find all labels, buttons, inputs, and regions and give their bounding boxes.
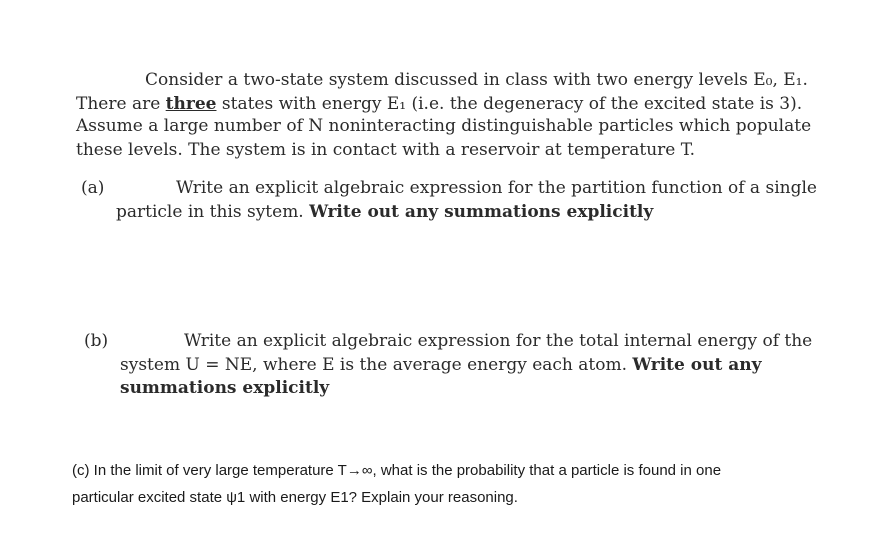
intro-line-4: these levels. The system is in contact with a reservoir at temperature T. bbox=[76, 140, 695, 160]
part-b-label: (b) bbox=[84, 331, 109, 351]
part-c-line-2: particular excited state ψ1 with energy E1? Explain your reasoning. bbox=[72, 489, 518, 506]
emphasis-three: three bbox=[165, 94, 217, 114]
intro-line-3: Assume a large number of N noninteracting distinguishable particles which populate bbox=[76, 116, 812, 136]
part-a-line-1: Write an explicit algebraic expression for the partition function of a single bbox=[176, 178, 817, 198]
intro-line-2 bbox=[76, 94, 802, 114]
intro-line-2-end: states with energy E₁ (i.e. the degeneracy of the excited state is 3). bbox=[216, 94, 803, 114]
part-b-line-1: Write an explicit algebraic expression for the total internal energy of the bbox=[184, 331, 813, 351]
part-a-line-2 bbox=[116, 202, 653, 222]
intro-line-2-start: There are bbox=[76, 94, 166, 114]
part-b-text: system U = NE, where E is the average energy each atom. bbox=[120, 355, 633, 375]
part-a-label: (a) bbox=[81, 178, 105, 198]
intro-line-1: Consider a two-state system discussed in class with two energy levels E₀, E₁. bbox=[145, 70, 808, 90]
part-a-instruction: Write out any summations explicitly bbox=[309, 202, 654, 222]
part-b-line-2 bbox=[120, 355, 761, 375]
part-b-line-3: summations explicitly bbox=[120, 378, 330, 398]
part-a-text: particle in this sytem. bbox=[116, 202, 310, 222]
part-b-instruction: Write out any bbox=[632, 355, 762, 375]
part-c-line-1: (c) In the limit of very large temperature T→∞, what is the probability that a particle is found in one bbox=[72, 462, 722, 479]
